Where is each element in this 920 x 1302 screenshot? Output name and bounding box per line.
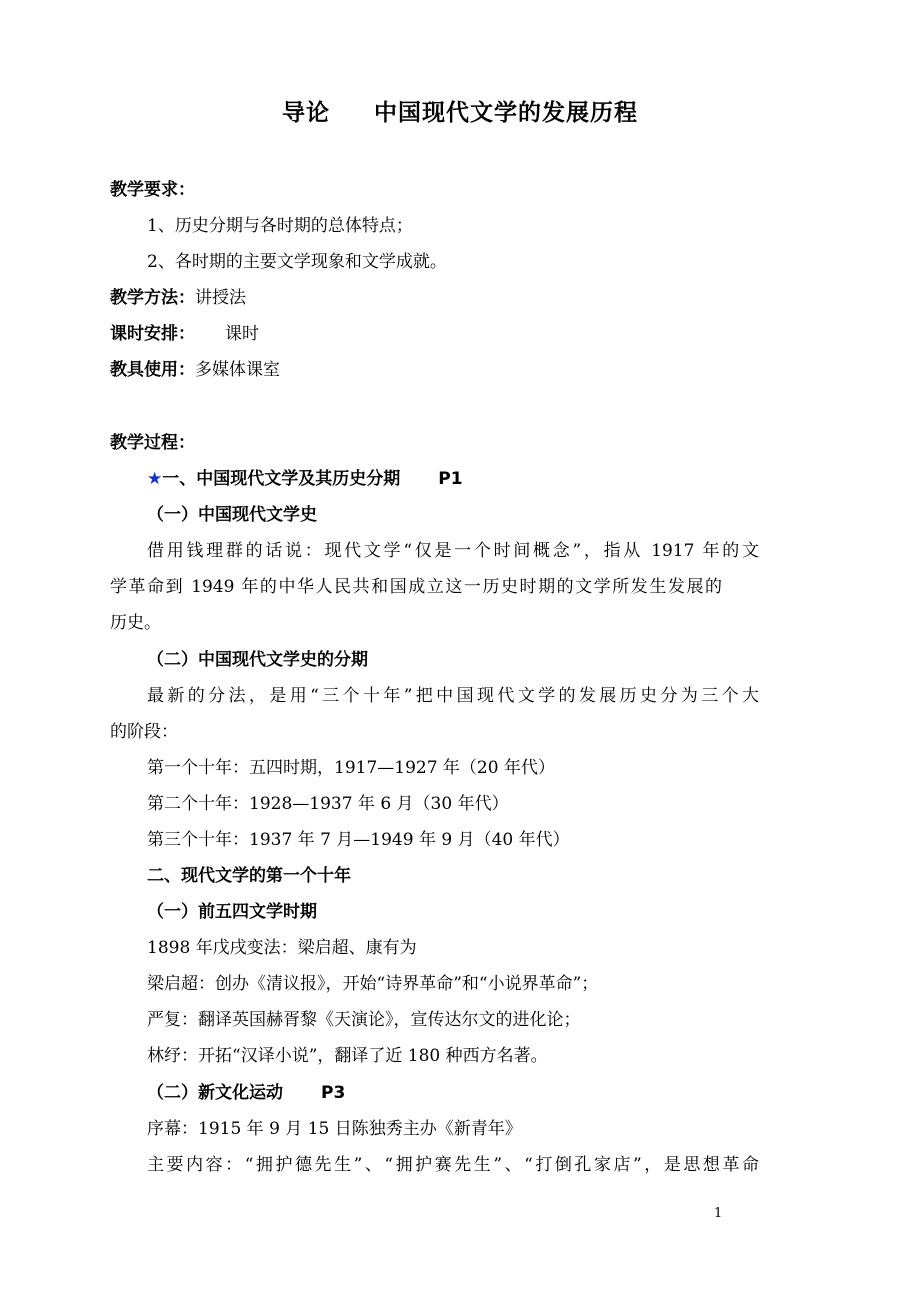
class-hours-line xyxy=(110,316,750,352)
class-hours-value: 课时 xyxy=(225,324,259,344)
paragraph-line: 严复：翻译英国赫胥黎《天演论》，宣传达尔文的进化论； xyxy=(147,1010,581,1030)
paragraph-line: 最新的分法，是用“三个十年”把中国现代文学的发展历史分为三个大 xyxy=(147,686,759,706)
teaching-method-value: 讲授法 xyxy=(195,288,246,308)
decade-1-line: 第一个十年：五四时期，1917—1927 年（20 年代） xyxy=(147,758,555,778)
star-icon: ★ xyxy=(147,469,163,489)
paragraph-line: 学革命到 1949 年的中华人民共和国成立这一历史时期的文学所发生发展的 xyxy=(110,577,722,597)
teaching-requirements-label: 教学要求： xyxy=(110,180,195,200)
decade-3-line: 第三个十年：1937 年 7 月—1949 年 9 月（40 年代） xyxy=(147,830,570,850)
teaching-method-label: 教学方法： xyxy=(110,288,195,308)
subsection-1-1-heading: （一）中国现代文学史 xyxy=(147,505,317,525)
section-1-page-ref: P1 xyxy=(438,469,463,489)
paragraph-line: 借用钱理群的话说：现代文学“仅是一个时间概念”，指从 1917 年的文 xyxy=(147,541,759,561)
section-1-title: 一、中国现代文学及其历史分期 xyxy=(162,469,401,489)
subsection-2-2-page-ref: P3 xyxy=(321,1083,346,1103)
paragraph-line: 林纾：开拓“汉译小说”，翻译了近 180 种西方名著。 xyxy=(147,1046,548,1066)
paragraph-line: 梁启超：创办《清议报》，开始“诗界革命”和“小说界革命”； xyxy=(147,974,599,994)
paragraph-line: 历史。 xyxy=(110,613,161,633)
paragraph-line: 的阶段： xyxy=(110,722,178,742)
teaching-process-label: 教学过程： xyxy=(110,433,195,453)
subsection-2-2-title: （二）新文化运动 xyxy=(147,1083,283,1103)
paragraph-line: 主要内容：“拥护德先生”、“拥护赛先生”、“打倒孔家店”，是思想革命 xyxy=(147,1155,759,1175)
class-hours-label: 课时安排： xyxy=(110,324,195,344)
paragraph-line: 1898 年戊戌变法：梁启超、康有为 xyxy=(147,938,417,958)
subsection-2-2-heading xyxy=(147,1075,787,1111)
paragraph-line: 序幕：1915 年 9 月 15 日陈独秀主办《新青年》 xyxy=(147,1119,522,1139)
teaching-tools-label: 教具使用： xyxy=(110,360,195,380)
teaching-tools-line xyxy=(110,352,750,388)
subsection-2-1-heading: （一）前五四文学时期 xyxy=(147,902,317,922)
page-number: 1 xyxy=(714,1206,723,1221)
section-2-heading: 二、现代文学的第一个十年 xyxy=(147,866,351,886)
decade-2-line: 第二个十年：1928—1937 年 6 月（30 年代） xyxy=(147,794,509,814)
requirement-item-2: 2、各时期的主要文学现象和文学成就。 xyxy=(147,252,447,272)
requirement-item-1: 1、历史分期与各时期的总体特点； xyxy=(147,216,413,236)
teaching-method-line xyxy=(110,280,750,316)
title-prefix: 导论 xyxy=(282,100,330,126)
page-title xyxy=(0,94,920,127)
teaching-tools-value: 多媒体课室 xyxy=(195,360,280,380)
subsection-1-2-heading: （二）中国现代文学史的分期 xyxy=(147,650,368,670)
section-1-heading xyxy=(147,461,787,497)
title-main: 中国现代文学的发展历程 xyxy=(374,100,638,126)
